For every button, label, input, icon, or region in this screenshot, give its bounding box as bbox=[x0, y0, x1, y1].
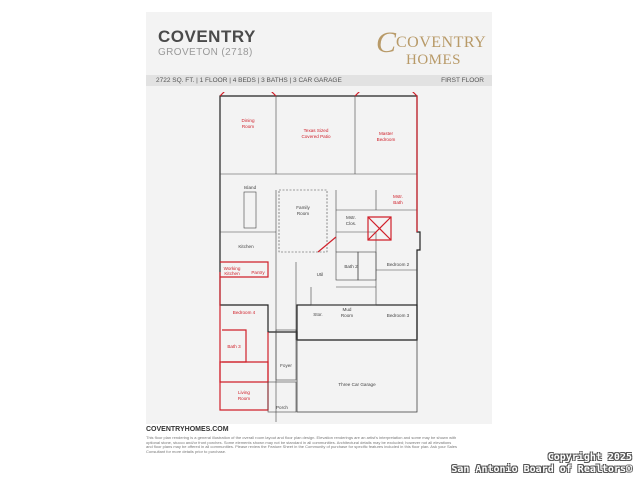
label-island: Island bbox=[243, 185, 257, 190]
website-url[interactable]: COVENTRYHOMES.COM bbox=[146, 426, 229, 433]
copyright-watermark bbox=[451, 452, 632, 476]
label-dining-2: Room bbox=[241, 124, 255, 129]
label-mud-2: Room bbox=[340, 313, 354, 318]
label-master: Master bbox=[378, 131, 394, 136]
logo-line2: HOMES bbox=[406, 52, 462, 68]
label-bath3: Bath 3 bbox=[227, 344, 241, 349]
disclaimer-text: This floor plan rendering is a general illustration of the overall room layout and floor plan design. Elevation renderings are an artist's interpretation and some may be shown with optional stone, stucco and/or front porches. Some elements shown may not be standard in all communities. Architectural details may be excluded; however not all elevations and floor plans may be offered in all communities. Please review the Feature Sheet in the Community of purchase for specific features included in this floor plan. Ask your Sales Consultant for more details prior to purchase. bbox=[146, 435, 457, 454]
plan-title: COVENTRY bbox=[158, 27, 256, 46]
label-mud: Mud bbox=[342, 307, 352, 312]
plan-subtitle: GROVETON (2718) bbox=[158, 47, 253, 58]
label-garage: Three Car Garage bbox=[338, 382, 376, 387]
bedroom4-option bbox=[220, 272, 268, 382]
label-family: Family bbox=[296, 205, 310, 210]
label-patio-2: Covered Patio bbox=[301, 134, 331, 139]
label-mstr-clos: Mstr. bbox=[346, 215, 356, 220]
label-dining: Dining bbox=[241, 118, 255, 123]
label-bedroom4: Bedroom 4 bbox=[232, 310, 256, 315]
spec-summary: 2722 SQ. FT. | 1 FLOOR | 4 BEDS | 3 BATHS | 3 CAR GARAGE bbox=[156, 77, 342, 84]
label-bedroom2: Bedroom 2 bbox=[386, 262, 410, 267]
garage-wall bbox=[297, 305, 417, 340]
coventry-homes-logo bbox=[376, 26, 486, 72]
label-bedroom3: Bedroom 3 bbox=[386, 313, 410, 318]
brochure-sheet bbox=[146, 12, 492, 424]
label-working-kitchen: Working bbox=[223, 266, 241, 271]
label-porch: Porch bbox=[275, 405, 289, 410]
copyright-line1: Copyright 2025 bbox=[547, 452, 632, 463]
label-family-2: Room bbox=[296, 211, 310, 216]
label-foyer: Foyer bbox=[280, 363, 292, 368]
label-master-2: Bedroom bbox=[376, 137, 396, 142]
label-mstr-clos-2: Clos. bbox=[345, 221, 357, 226]
label-kitchen: Kitchen bbox=[238, 244, 254, 249]
label-working-kitchen-2: Kitchen bbox=[224, 271, 240, 276]
label-util: Util bbox=[316, 272, 324, 277]
label-patio: Texas Sized bbox=[303, 128, 329, 133]
floor-label: FIRST FLOOR bbox=[441, 77, 484, 84]
label-mstr-bath-2: Bath bbox=[393, 200, 403, 205]
label-pantry: Pantry bbox=[251, 270, 265, 275]
label-mstr-bath: Mstr. bbox=[393, 194, 403, 199]
label-living-2: Room bbox=[237, 396, 251, 401]
label-bath2: Bath 2 bbox=[344, 264, 358, 269]
label-stor: Stor. bbox=[313, 312, 323, 317]
living-room-option bbox=[220, 362, 268, 410]
copyright-line2: San Antonio Board of Realtors® bbox=[451, 464, 632, 475]
logo-line1: COVENTRY bbox=[396, 34, 487, 51]
floor-plan bbox=[146, 92, 492, 422]
garage-outline bbox=[297, 340, 417, 412]
logo-c-mark: C bbox=[376, 26, 397, 59]
spec-bar bbox=[146, 75, 492, 86]
label-living: Living bbox=[237, 390, 251, 395]
